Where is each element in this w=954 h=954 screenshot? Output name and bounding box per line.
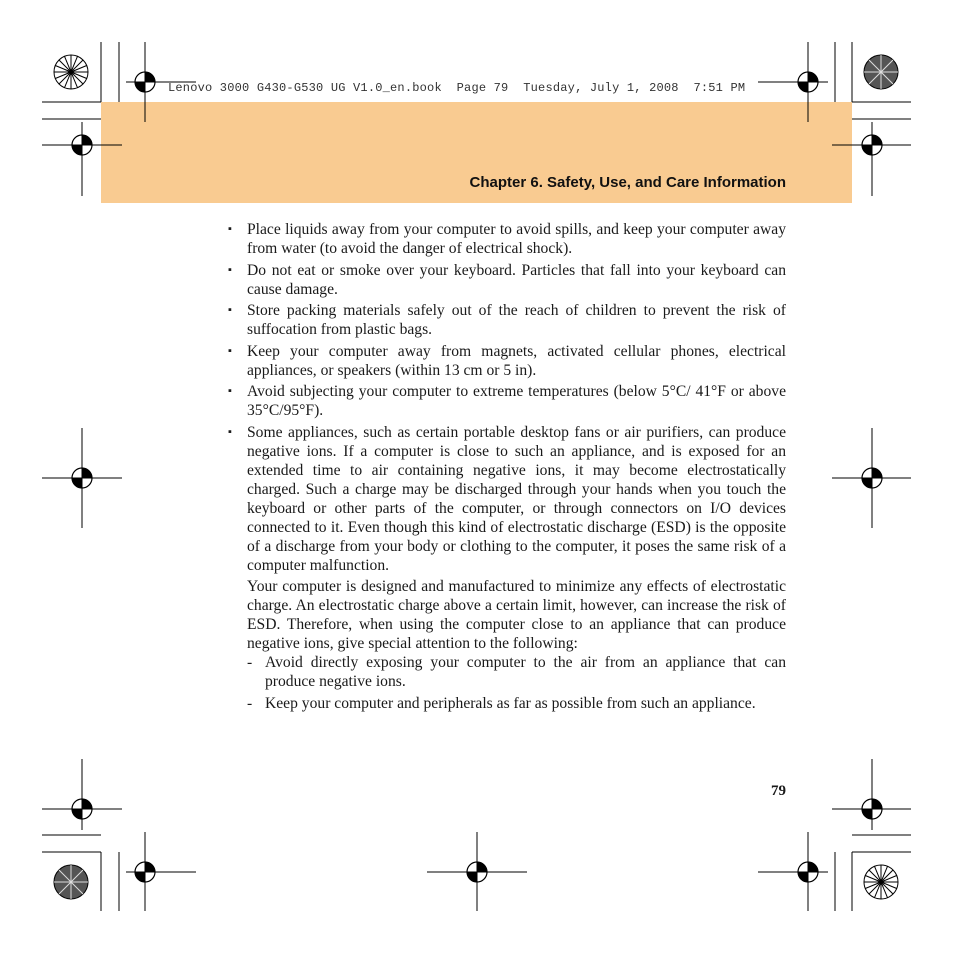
dash-marker: -	[247, 694, 253, 712]
esd-paragraph: Your computer is designed and manufactured to minimize any effects of electrostatic charge. An electrostatic charge above a certain limit, however, can increase the risk of ESD. Therefore, when using the computer close to an appliance that can produce negative ions, give special attention to the following:	[247, 578, 786, 652]
page-number: 79	[771, 783, 786, 799]
registration-targets	[72, 72, 882, 882]
bullet-marker: ▪	[228, 344, 232, 357]
bullet-marker: ▪	[228, 263, 232, 276]
bullet-text: Do not eat or smoke over your keyboard. Particles that fall into your keyboard can cause damage.	[247, 261, 786, 298]
bullet-text: Place liquids away from your computer to avoid spills, and keep your computer away from water (to avoid the danger of electrical shock).	[247, 221, 786, 257]
bullet-text: Store packing materials safely out of the reach of children to prevent the risk of suffocation from plastic bags.	[247, 302, 786, 338]
bullet-marker: ▪	[228, 425, 232, 438]
dash-marker: -	[247, 654, 253, 671]
bullet-text: Avoid subjecting your computer to extreme temperatures (below 5°C/ 41°F or above 35°C/95°F).	[247, 383, 786, 419]
registration-crosshairs	[42, 42, 911, 911]
bullet-text: Some appliances, such as certain portable desktop fans or air purifiers, can produce negative ions. If a computer is close to such an appliance, and is exposed for an extended time to air containing negative ions, it may become electrostatically charged. Such a charge may be discharged through your hands when you touch the keyboard or other parts of the computer, or through connectors on I/O devices connected to it. Even though this kind of electrostatic discharge (ESD) is the opposite of a discharge from your body or clothing to the computer, it poses the same risk of a computer malfunction.	[247, 423, 786, 574]
bullet-marker: ▪	[228, 385, 232, 397]
star-wheel-targets	[54, 55, 898, 899]
chapter-title: Chapter 6. Safety, Use, and Care Information	[469, 174, 786, 191]
bullet-text: Keep your computer away from magnets, activated cellular phones, electrical appliances, or speakers (within 13 cm or 5 in).	[247, 342, 786, 379]
print-info-line: Lenovo 3000 G430-G530 UG V1.0_en.book Page 79 Tuesday, July 1, 2008 7:51 PM	[168, 81, 746, 95]
crop-lines	[42, 42, 911, 911]
bullet-marker: ▪	[228, 304, 232, 316]
dash-text: Avoid directly exposing your computer to the air from an appliance that can produce negative ions.	[265, 654, 786, 690]
bullet-marker: ▪	[228, 223, 232, 235]
dash-text: Keep your computer and peripherals as far as possible from such an appliance.	[265, 694, 756, 712]
